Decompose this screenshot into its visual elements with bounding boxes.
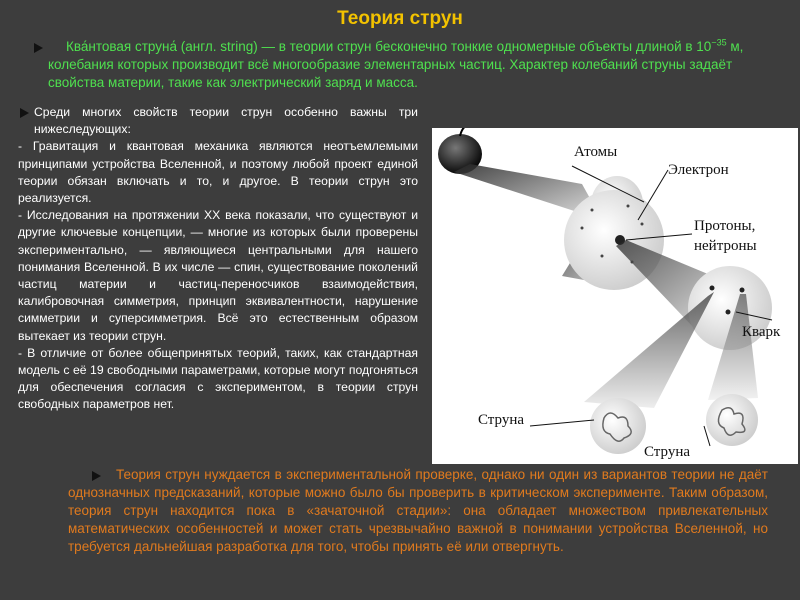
properties-lead: Среди многих свойств теории струн особенно важны три нижеследующих: xyxy=(34,105,418,137)
conclusion-text: Теория струн нуждается в экспериментальной проверке, однако ни один из вариантов теории не даёт однозначных предсказаний, которые можно было бы проверить в критическом эксперименте. Таким образом, теория струн находится пока в «зачаточной стадии»: она обладает множеством привлекательных математических особенностей и может стать чрезвычайно важной в понимании устройства Вселенной, но требуется дальнейшая разработка для того, чтобы принять её или отвергнуть. xyxy=(68,467,768,554)
beam-quark-to-string-left xyxy=(584,292,714,408)
properties-column xyxy=(18,104,418,414)
property-item-2: - Исследования на протяжении XX века показали, что существуют и другие ключевые концепции, — многие из которых были проверены экспериментально, — являющиеся центральными для нашего понимания Вселенной. В их числе — спин, существование поколений частиц материи и частиц-переносчиков взаимодействия, калибровочная симметрия, принцип эквивалентности, нарушение симметрии и суперсимметрия. Всё это естественным образом вытекает из теории струн. xyxy=(18,208,418,343)
label-electron: Электрон xyxy=(668,162,729,178)
property-item-1: - Гравитация и квантовая механика являются неотъемлемыми принципами устройства Вселенной, и поэтому любой проект единой теории обязан включать и то, и другое. В теории струн это реализуется. xyxy=(18,139,418,206)
label-neutrons: нейтроны xyxy=(694,238,757,254)
scale-diagram-svg xyxy=(432,128,798,464)
intro-text-end: м, колебания которых производит всё многообразие элементарных частиц. Характер колебаний струны задаёт свойства материи, такие как электрический заряд и масса. xyxy=(48,39,744,90)
string-left-sphere xyxy=(590,398,646,454)
properties-bullet-arrow-icon xyxy=(20,108,29,118)
intro-definition xyxy=(48,38,748,92)
string-right-sphere xyxy=(706,394,758,446)
label-string-left: Струна xyxy=(478,412,525,428)
label-quark: Кварк xyxy=(742,324,781,340)
property-item-3: - В отличие от более общепринятых теорий, таких, как стандартная модель с её 19 свободными параметрами, которые могут подгоняться для обеспечения согласия с экспериментом, в теории струн свободных параметров нет. xyxy=(18,345,418,412)
conclusion-bullet-arrow-icon xyxy=(92,471,101,481)
scale-diagram xyxy=(432,128,798,464)
label-protons: Протоны, xyxy=(694,218,756,234)
label-atoms: Атомы xyxy=(574,144,618,160)
conclusion-paragraph xyxy=(68,466,768,556)
intro-bullet-arrow-icon xyxy=(34,43,43,53)
intro-text-start: Ква́нтовая струна́ (англ. string) — в теории струн бесконечно тонкие одномерные объекты длиной в 10 xyxy=(66,39,712,54)
intro-exponent: −35 xyxy=(711,37,727,48)
slide-title: Теория струн xyxy=(337,8,463,29)
label-string-right: Струна xyxy=(644,444,691,460)
